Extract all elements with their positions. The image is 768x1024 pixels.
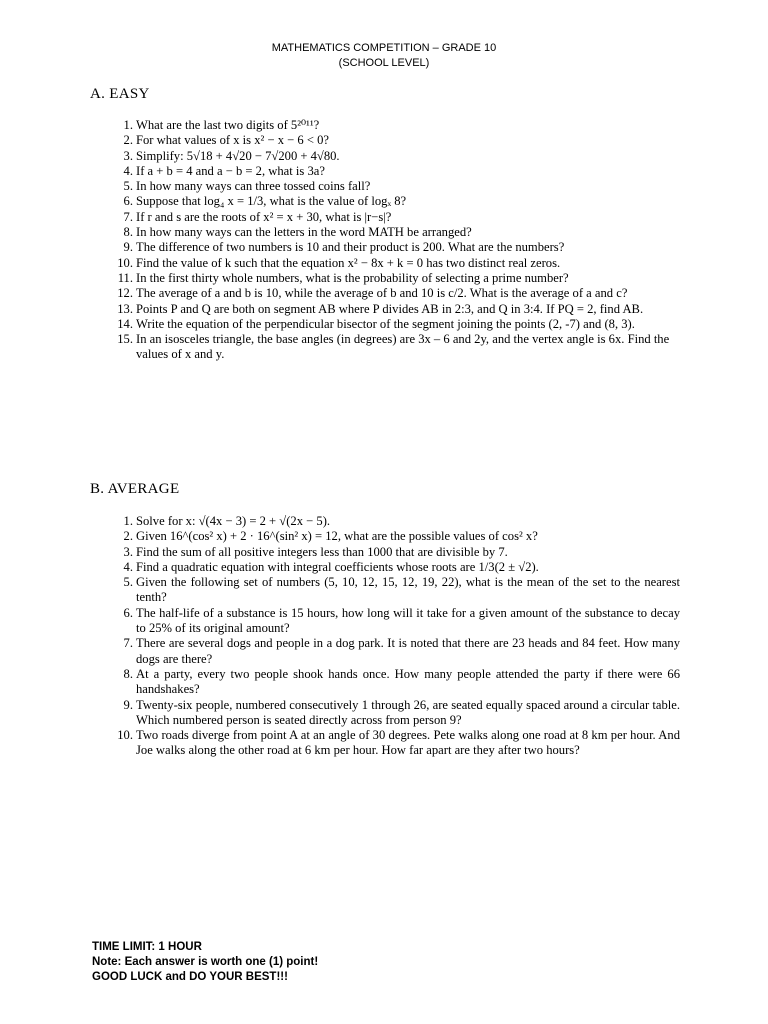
- question-item: [90, 545, 680, 560]
- question-number: 3.: [123, 544, 133, 559]
- question-item: [90, 302, 680, 317]
- question-text: If r and s are the roots of x² = x + 30, what is |r−s|?: [136, 209, 392, 224]
- question-number: 13.: [117, 301, 133, 316]
- section-a-heading: A. EASY: [90, 86, 150, 102]
- question-item: [90, 529, 680, 544]
- question-number: 7.: [123, 209, 133, 224]
- question-number: 4.: [123, 163, 133, 178]
- question-number: 2.: [123, 529, 133, 544]
- question-number: 1.: [123, 118, 133, 132]
- question-text: The difference of two numbers is 10 and their product is 200. What are the numbers?: [136, 240, 565, 255]
- section-b-heading: B. AVERAGE: [90, 481, 180, 497]
- question-text: Solve for x: √(4x − 3) = 2 + √(2x − 5).: [136, 514, 331, 528]
- question-text: In how many ways can the letters in the word MATH be arranged?: [136, 225, 472, 240]
- question-text: Points P and Q are both on segment AB where P divides AB in 2:3, and Q in 3:4. If PQ = 2, find AB.: [136, 301, 644, 316]
- question-number: 9.: [123, 697, 133, 712]
- question-number: 8.: [123, 666, 133, 681]
- question-item: [90, 317, 680, 332]
- question-text: Suppose that log₄ x = 1/3, what is the value of logₓ 8?: [136, 194, 407, 209]
- question-item: [90, 194, 680, 209]
- question-text: Given the following set of numbers (5, 10, 12, 15, 12, 19, 22), what is the mean of the set to the nearest tenth?: [136, 575, 680, 605]
- question-number: 4.: [123, 559, 133, 574]
- question-text: Find a quadratic equation with integral coefficients whose roots are 1/3(2 ± √2).: [136, 559, 539, 574]
- question-item: [90, 210, 680, 225]
- question-text: In the first thirty whole numbers, what is the probability of selecting a prime number?: [136, 270, 569, 285]
- question-item: [90, 118, 680, 133]
- question-text: There are several dogs and people in a dog park. It is noted that there are 23 heads and 84 feet. How many dogs are there?: [136, 636, 680, 666]
- question-item: [90, 514, 680, 529]
- question-text: Find the sum of all positive integers less than 1000 that are divisible by 7.: [136, 544, 508, 559]
- question-item: [90, 286, 680, 301]
- question-item: [90, 225, 680, 240]
- question-item: [90, 240, 680, 255]
- question-text: For what values of x is x² − x − 6 < 0?: [136, 133, 329, 148]
- question-item: [90, 164, 680, 179]
- page-subtitle: (SCHOOL LEVEL): [338, 57, 430, 69]
- question-text: Given 16^(cos² x) + 2 · 16^(sin² x) = 12, what are the possible values of cos² x?: [136, 529, 538, 544]
- question-text: In an isosceles triangle, the base angles (in degrees) are 3x – 6 and 2y, and the vertex angle is 6x. Find the values of x and y.: [136, 332, 670, 362]
- question-item: [90, 256, 680, 271]
- question-text: In how many ways can three tossed coins fall?: [136, 179, 371, 194]
- question-number: 3.: [123, 148, 133, 163]
- question-text: If a + b = 4 and a − b = 2, what is 3a?: [136, 163, 325, 178]
- question-text: What are the last two digits of 5²⁰¹¹?: [136, 118, 320, 132]
- question-number: 6.: [123, 194, 133, 209]
- question-item: [90, 667, 680, 698]
- question-number: 10.: [117, 728, 133, 743]
- question-text: The average of a and b is 10, while the average of b and 10 is c/2. What is the average of a and c?: [136, 286, 628, 301]
- question-text: Two roads diverge from point A at an angle of 30 degrees. Pete walks along one road at 8 km per hour. And Joe walks along the other road at 6 km per hour. How far apart are they after two hours?: [136, 728, 680, 758]
- question-number: 1.: [123, 514, 133, 528]
- question-text: At a party, every two people shook hands once. How many people attended the party if there were 66 handshakes?: [136, 666, 680, 697]
- question-item: [90, 332, 680, 363]
- question-number: 8.: [123, 225, 133, 240]
- question-text: Find the value of k such that the equation x² − 8x + k = 0 has two distinct real zeros.: [136, 255, 561, 270]
- question-item: [90, 271, 680, 286]
- question-item: [90, 575, 680, 606]
- question-number: 2.: [123, 133, 133, 148]
- question-item: [90, 698, 680, 729]
- question-item: [90, 636, 680, 667]
- question-text: The half-life of a substance is 15 hours, how long will it take for a given amount of the substance to decay to 25% of its original amount?: [136, 605, 680, 636]
- page-title: MATHEMATICS COMPETITION – GRADE 10: [271, 42, 497, 54]
- question-item: [90, 606, 680, 637]
- section-b-questions: [90, 514, 680, 759]
- question-text: Twenty-six people, numbered consecutively 1 through 26, are seated equally spaced around a circular table. Which numbered person is seated directly across from person 9?: [136, 697, 680, 727]
- question-number: 9.: [123, 240, 133, 255]
- question-number: 7.: [123, 636, 133, 651]
- question-item: [90, 179, 680, 194]
- question-text: Write the equation of the perpendicular bisector of the segment joining the points (2, -7) and (8, 3).: [136, 316, 635, 331]
- question-number: 12.: [117, 286, 133, 301]
- closing-message: GOOD LUCK and DO YOUR BEST!!!: [92, 971, 288, 983]
- question-number: 15.: [117, 332, 133, 347]
- question-number: 11.: [117, 270, 133, 285]
- question-number: 5.: [123, 575, 133, 590]
- scoring-note: Note: Each answer is worth one (1) point!: [92, 956, 319, 968]
- question-number: 10.: [117, 255, 133, 270]
- question-number: 6.: [123, 605, 133, 620]
- question-number: 14.: [117, 316, 133, 331]
- section-a-questions: [90, 118, 680, 363]
- question-item: [90, 133, 680, 148]
- question-text: Simplify: 5√18 + 4√20 − 7√200 + 4√80.: [136, 148, 340, 163]
- question-number: 5.: [123, 179, 133, 194]
- question-item: [90, 560, 680, 575]
- question-item: [90, 149, 680, 164]
- question-item: [90, 728, 680, 759]
- time-limit: TIME LIMIT: 1 HOUR: [92, 941, 202, 953]
